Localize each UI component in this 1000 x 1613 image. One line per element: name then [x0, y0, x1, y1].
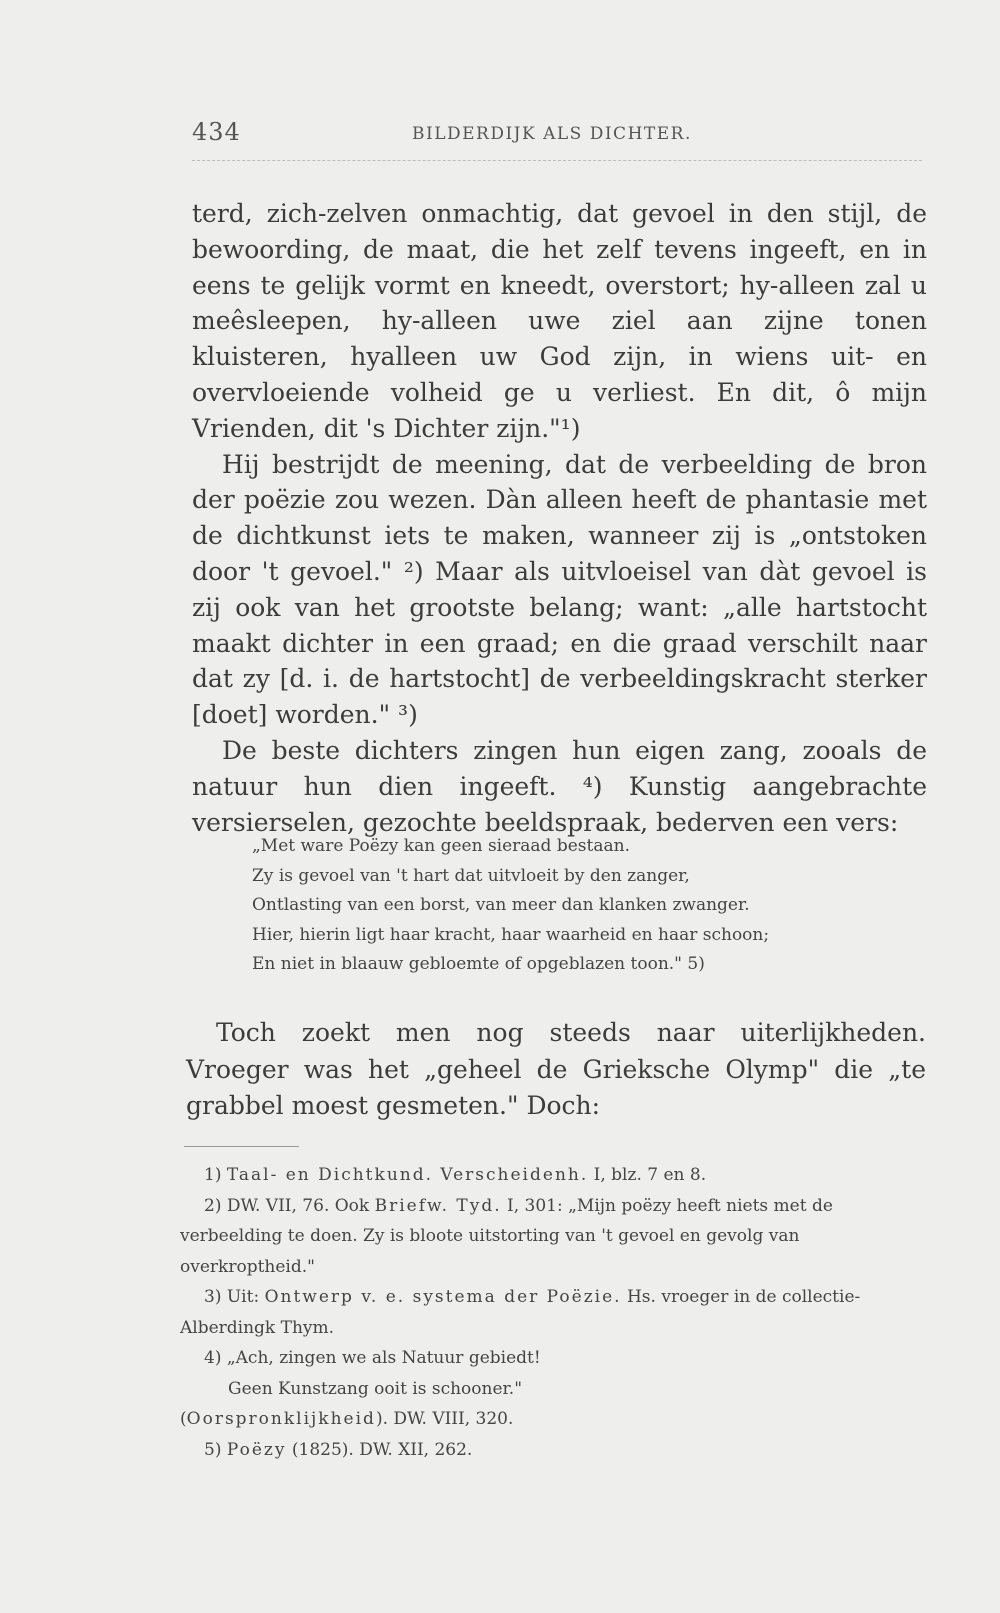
running-head	[192, 118, 922, 152]
footnote-text: Hs. vroeger in de collectie-Alberdingk Thym.	[180, 1287, 861, 1338]
footnote-text: ). DW. VIII, 320.	[375, 1409, 514, 1429]
footnote-text: (1825). DW. XII, 262.	[286, 1439, 473, 1460]
footnote-text: I, blz. 7 en 8.	[588, 1165, 707, 1185]
footnote-text: 2) DW. VII, 76. Ook	[204, 1195, 375, 1216]
footnote-rule	[184, 1146, 299, 1147]
paragraph-3: De beste dichters zingen hun eigen zang, zooals de natuur hun dien ingeeft. ⁴) Kunstig aangebrachte versierselen, gezochte beeldspraak, bederven een vers:	[192, 735, 927, 837]
footnote-source: Oorspronklijkheid	[186, 1409, 376, 1429]
footnote-text: I, 301: „Mijn poëzy heeft niets met de verbeelding te doen. Zy is bloote uitstorting van 't gevoel en gevolg van overkroptheid."	[180, 1195, 833, 1277]
footnote-source: Poëzy	[226, 1439, 287, 1460]
footnote-text: (	[180, 1409, 187, 1429]
footnote-1	[180, 1160, 920, 1191]
main-text-continued	[186, 1015, 926, 1125]
poem-line: Hier, hierin ligt haar kracht, haar waarheid en haar schoon;	[252, 924, 770, 945]
footnote-text: 3) Uit:	[204, 1287, 265, 1307]
poem-quotation	[252, 832, 872, 980]
poem-line: Zy is gevoel van 't hart dat uitvloeit by den zanger,	[252, 865, 690, 886]
footnote-source: Ontwerp v. e. systema der Poëzie.	[264, 1287, 622, 1307]
footnote-source: Briefw. Tyd.	[374, 1195, 502, 1216]
paragraph-4: Toch zoekt men nog steeds naar uiterlijkheden. Vroeger was het „geheel de Grieksche Olymp" die „te grabbel moest gesmeten." Doch:	[186, 1018, 926, 1120]
footnote-text: 1)	[204, 1165, 227, 1185]
footnote-5	[180, 1435, 920, 1466]
footnote-4-line-3	[180, 1404, 920, 1435]
footnote-source: Taal- en Dichtkund. Verscheidenh.	[226, 1165, 589, 1185]
main-text	[192, 196, 927, 840]
poem-line: Ontlasting van een borst, van meer dan klanken zwanger.	[252, 895, 750, 915]
header-rule	[192, 160, 922, 161]
footnote-text: 5)	[204, 1439, 227, 1460]
footnote-3	[180, 1282, 920, 1343]
running-title: BILDERDIJK ALS DICHTER.	[412, 124, 692, 144]
paragraph-2: Hij bestrijdt de meening, dat de verbeelding de bron der poëzie zou wezen. Dàn alleen heeft de phantasie met de dichtkunst iets te maken, wanneer zij is „ontstoken door 't gevoel." ²) Maar als uitvloeisel van dàt gevoel is zij ook van het grootste belang; want: „alle hartstocht maakt dichter in een graad; en die graad verschilt naar dat zy [d. i. de hartstocht] de verbeeldingskracht sterker [doet] worden." ³)	[192, 449, 927, 730]
footnotes	[180, 1160, 920, 1465]
poem-line: En niet in blaauw gebloemte of opgeblazen toon." 5)	[252, 954, 705, 974]
footnote-4-line-2: Geen Kunstzang ooit is schooner."	[228, 1378, 523, 1399]
page-number: 434	[192, 118, 241, 146]
footnote-2	[180, 1191, 920, 1283]
poem-line: „Met ware Poëzy kan geen sieraad bestaan.	[252, 836, 630, 856]
paragraph-1: terd, zich-zelven onmachtig, dat gevoel in den stijl, de bewoording, de maat, die het zelf tevens ingeeft, en in eens te gelijk vormt en kneedt, overstort; hy-alleen zal u meêsleepen, hy-alleen uwe ziel aan zijne tonen kluisteren, hyalleen uw God zijn, in wiens uit- en overvloeiende volheid ge u verliest. En dit, ô mijn Vrienden, dit 's Dichter zijn."¹)	[192, 199, 927, 443]
footnote-4-line-1: 4) „Ach, zingen we als Natuur gebiedt!	[204, 1348, 541, 1368]
